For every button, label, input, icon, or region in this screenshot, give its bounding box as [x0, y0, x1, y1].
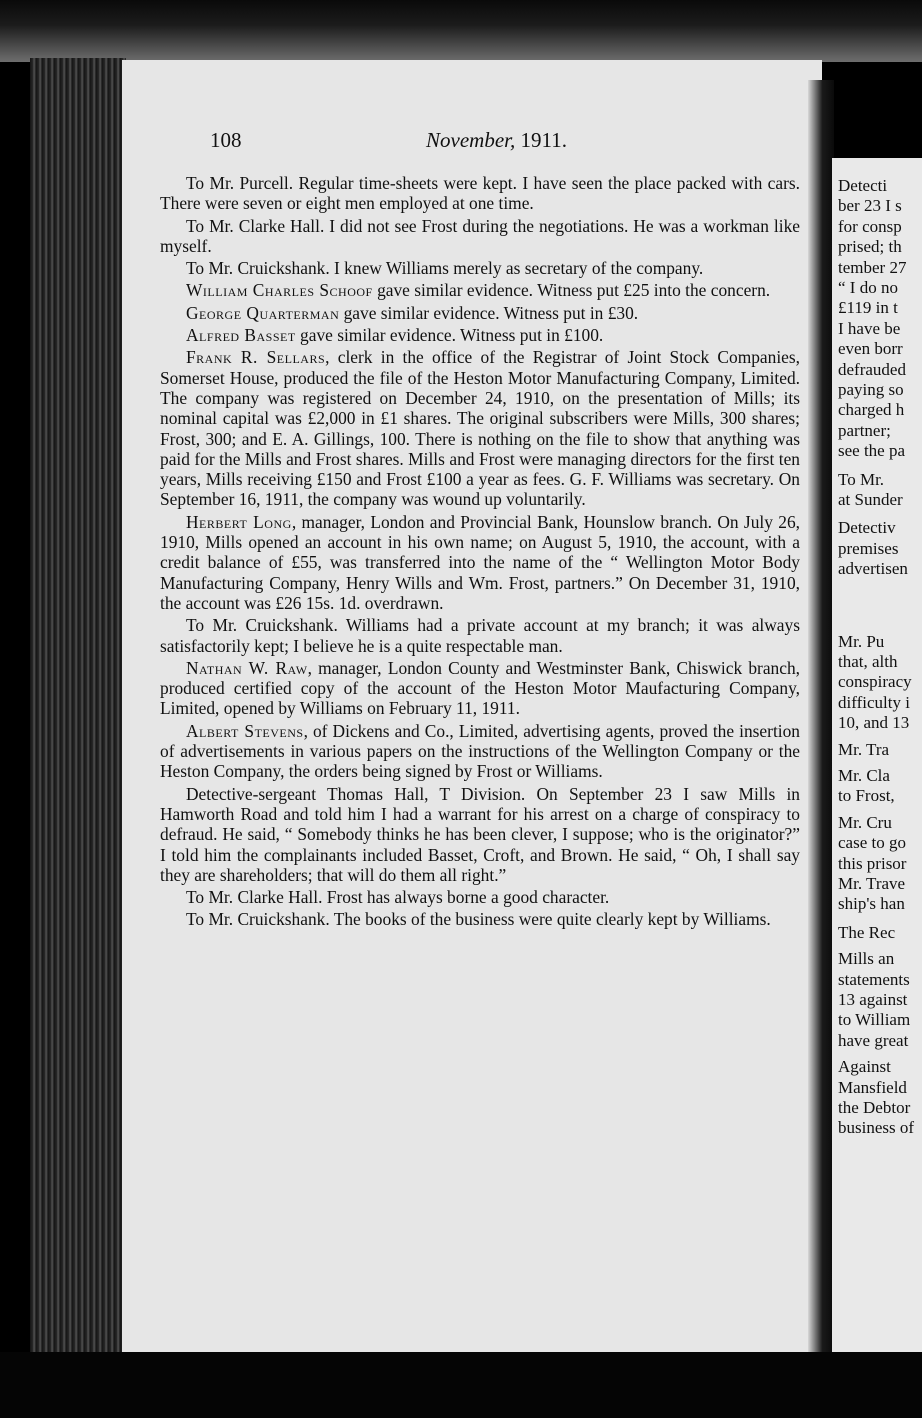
page-edge-binding	[30, 58, 126, 1354]
paragraph-text: To Mr. Cruickshank. I knew Williams merely as secretary of the company.	[186, 258, 704, 279]
paragraph	[160, 784, 800, 885]
paragraph	[160, 909, 800, 929]
facing-page-line: that, alth	[838, 652, 898, 671]
paragraph	[160, 216, 800, 257]
facing-page-line: “ I do no	[838, 278, 898, 297]
facing-page-line: Mills an	[838, 949, 895, 969]
facing-page-line: paying so	[838, 380, 904, 399]
facing-page-line: charged h	[838, 400, 905, 420]
facing-page-line: Mr. Cru	[838, 812, 892, 832]
paragraph	[160, 887, 800, 907]
paragraph-text: Detective-sergeant Thomas Hall, T Division. On September 23 I saw Mills in Hamworth Road and told him I had a warrant for his arrest on a charge of conspiracy to defraud. He said, “ Somebody thinks he has been clever, I suppose; who is the originator?” I told him the complainants included Basset, Croft, and Brown. He said, “ Oh, I shall say they are shareholders; that will do them all right.”	[160, 783, 800, 885]
witness-name: Herbert Long	[186, 511, 292, 532]
facing-page-line: difficulty i	[838, 692, 910, 712]
paragraph-text: , manager, London and Provincial Bank, Hounslow branch. On July 26, 1910, Mills opened an account in his own name; on August 5, 1910, the account, with a credit balance of £55, was transferred into the name of the “ Wellington Motor Body Manufacturing Company, Henry Wills and Wm. Frost, partners.” On December 31, 1910, the account was £26 15s. 1d. overdrawn.	[160, 511, 801, 613]
paragraph-text: , manager, London County and Westminster Bank, Chiswick branch, produced certified copy of the account of the Heston Motor Maufacturing Company, Limited, opened by Williams on February 11, 1911.	[160, 657, 800, 719]
witness-name: Nathan W. Raw	[186, 657, 308, 678]
facing-page-line: prised; th	[838, 237, 902, 257]
facing-page-line: business of	[838, 1118, 915, 1138]
facing-page-line: statements	[838, 969, 910, 989]
paragraph	[160, 721, 800, 782]
paragraph	[160, 173, 800, 214]
facing-page-line: ship's han	[838, 894, 905, 914]
paragraph-text: To Mr. Cruickshank. The books of the business were quite clearly kept by Williams.	[186, 909, 771, 930]
running-head-month: November,	[426, 128, 516, 152]
facing-page-line: at Sunder	[838, 490, 903, 509]
witness-name: George Quarterman	[186, 302, 340, 323]
facing-page-line: premises	[838, 538, 899, 558]
facing-page-line: advertisen	[838, 559, 908, 579]
facing-page-line: Mr. Tra	[838, 739, 890, 759]
facing-page-line: I have be	[838, 318, 901, 338]
paragraph	[160, 615, 800, 656]
facing-page-line: The Rec	[838, 922, 896, 942]
paragraph-text: To Mr. Cruickshank. Williams had a private account at my branch; it was always satisfactorily kept; I believe he is a quite respectable man.	[160, 615, 800, 656]
page-header	[210, 128, 610, 158]
scan-top-background	[0, 0, 922, 62]
facing-page-line: conspiracy	[838, 672, 912, 692]
facing-page-line: have great	[838, 1030, 909, 1050]
facing-page-line: for consp	[838, 216, 902, 236]
paragraph	[160, 347, 800, 509]
facing-page-line: to William	[838, 1010, 911, 1030]
facing-page-line: ber 23 I s	[838, 196, 902, 216]
paragraph-text: , of Dickens and Co., Limited, advertising agents, proved the insertion of advertisements in various papers on the instructions of the Wellington Company or the Heston Company, the orders being signed by Frost or Williams.	[160, 720, 800, 782]
page-gutter	[808, 80, 834, 1352]
facing-page-line: Detectiv	[838, 518, 896, 538]
paragraph-text: gave similar evidence. Witness put in £30.	[339, 302, 639, 323]
facing-page-line: 13 against	[838, 990, 908, 1009]
facing-page-line: Mr. Cla	[838, 766, 890, 785]
scan-bottom-background	[0, 1352, 922, 1418]
paragraph-text: , clerk in the office of the Registrar of Joint Stock Companies, Somerset House, produced the file of the Heston Motor Manufacturing Company, Limited. The company was registered on December 24, 1910, on the presentation of Mills; its nominal capital was £2,000 in £1 shares. The original subscribers were Mills, 300 shares; Frost, 300; and E. A. Gillings, 100. There is nothing on the file to show that anything was paid for the Mills and Frost shares. Mills and Frost were managing directors for the first ten years, Mills receiving £150 and Frost £100 a year as fees. G. F. Williams was secretary. On September 16, 1911, the company was wound up voluntarily.	[160, 347, 800, 510]
paragraph	[160, 658, 800, 719]
paragraph-text: gave similar evidence. Witness put in £100.	[295, 325, 604, 346]
facing-page-line: even borr	[838, 339, 903, 359]
page-number: 108	[210, 128, 242, 152]
paragraph-text: To Mr. Clarke Hall. Frost has always borne a good character.	[186, 887, 610, 908]
running-head	[426, 128, 567, 153]
facing-page-line: to Frost,	[838, 786, 895, 806]
witness-name: Frank R. Sellars	[186, 347, 326, 368]
facing-page-line: Mansfield	[838, 1077, 907, 1097]
facing-page-line: defrauded	[838, 359, 906, 379]
facing-page-line: the Debtor	[838, 1098, 911, 1117]
facing-page-fragment	[832, 158, 922, 1352]
paragraph-text: To Mr. Purcell. Regular time-sheets were kept. I have seen the place packed with cars. There were seven or eight men employed at one time.	[160, 173, 800, 214]
paragraph	[160, 280, 800, 300]
facing-page-line: £119 in t	[838, 298, 898, 318]
paragraph	[160, 303, 800, 323]
facing-page-line: Against	[838, 1057, 891, 1077]
facing-page-line: 10, and 13	[838, 713, 910, 733]
paragraph-text: To Mr. Clarke Hall. I did not see Frost during the negotiations. He was a workman like myself.	[160, 215, 800, 256]
paragraph	[160, 512, 800, 613]
witness-name: Alfred Basset	[186, 325, 296, 346]
facing-page-line: tember 27	[838, 257, 907, 277]
facing-page-line: partner;	[838, 420, 891, 440]
paragraph	[160, 325, 800, 345]
facing-page-line: Detecti	[838, 176, 888, 195]
facing-page-line: Mr. Pu	[838, 631, 885, 651]
facing-page-line: case to go	[838, 833, 906, 853]
text-body	[160, 173, 800, 932]
witness-name: Albert Stevens	[186, 720, 304, 741]
witness-name: William Charles Schoof	[186, 280, 373, 301]
facing-page-line: this prisor	[838, 853, 907, 873]
facing-page-line: see the pa	[838, 441, 906, 461]
paragraph-text: gave similar evidence. Witness put £25 into the concern.	[372, 280, 771, 301]
paragraph	[160, 258, 800, 278]
facing-page-line: Mr. Trave	[838, 874, 906, 893]
running-head-year: 1911.	[520, 128, 567, 152]
facing-page-line: To Mr.	[838, 469, 885, 489]
